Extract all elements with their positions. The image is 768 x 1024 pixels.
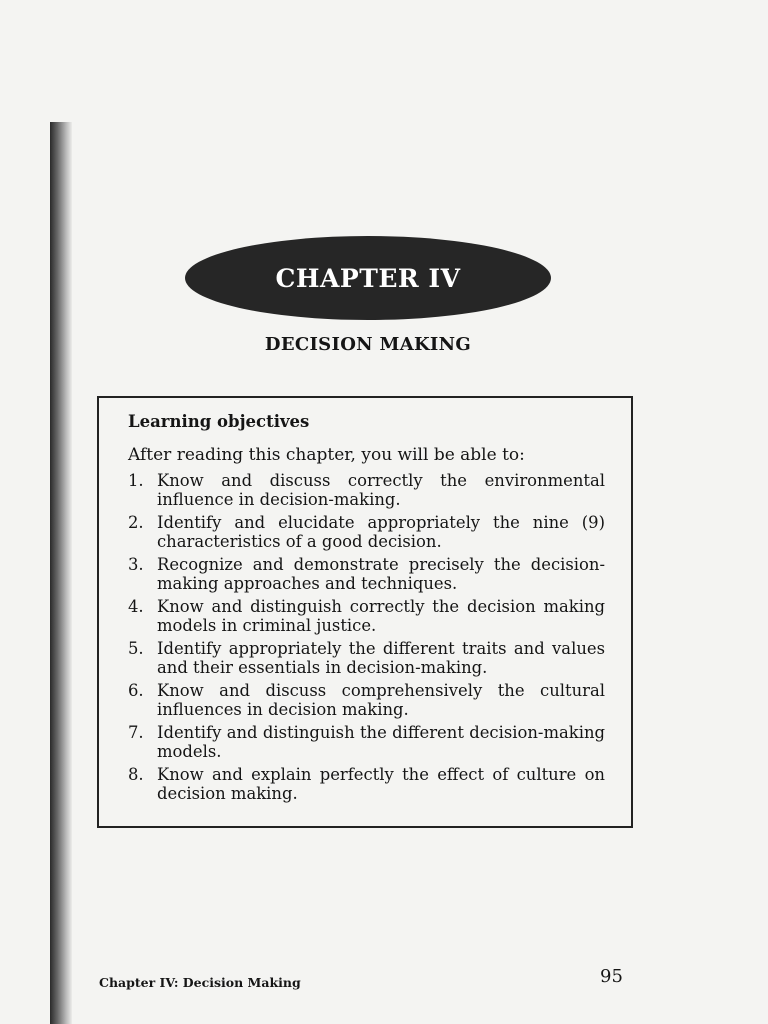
objective-number: 1. [128, 471, 144, 490]
objective-item [128, 597, 605, 635]
objectives-heading: Learning objectives [128, 412, 310, 431]
chapter-title: DECISION MAKING [264, 334, 472, 355]
objective-item [128, 555, 605, 593]
objective-number: 6. [128, 681, 144, 700]
running-footer-title: Chapter IV: Decision Making [99, 975, 301, 990]
objective-number: 8. [128, 765, 144, 784]
objective-text: Recognize and demonstrate precisely the decision-making approaches and techniques. [157, 555, 605, 593]
objective-item [128, 723, 605, 761]
chapter-label: CHAPTER IV [275, 263, 461, 293]
objective-number: 3. [128, 555, 144, 574]
objective-item [128, 639, 605, 677]
objective-number: 5. [128, 639, 144, 658]
objective-number: 4. [128, 597, 144, 616]
objective-text: Know and discuss comprehensively the cultural influences in decision making. [157, 681, 605, 719]
page-number: 95 [600, 966, 623, 987]
objective-item [128, 765, 605, 803]
objectives-list [128, 471, 605, 803]
objective-text: Identify appropriately the different traits and values and their essentials in decision-making. [157, 639, 605, 677]
objective-item [128, 681, 605, 719]
objective-text: Know and explain perfectly the effect of culture on decision making. [157, 765, 605, 803]
objective-number: 7. [128, 723, 144, 742]
objective-item [128, 471, 605, 509]
objective-number: 2. [128, 513, 144, 532]
objective-text: Know and distinguish correctly the decision making models in criminal justice. [157, 597, 605, 635]
objective-text: Identify and distinguish the different decision-making models. [157, 723, 605, 761]
objective-text: Know and discuss correctly the environmental influence in decision-making. [157, 471, 605, 509]
objectives-intro: After reading this chapter, you will be able to: [128, 445, 525, 465]
learning-objectives-box [97, 396, 633, 828]
objective-item [128, 513, 605, 551]
chapter-banner [185, 236, 551, 320]
objective-text: Identify and elucidate appropriately the nine (9) characteristics of a good decision. [157, 513, 605, 551]
book-spine-shadow [50, 122, 72, 1024]
